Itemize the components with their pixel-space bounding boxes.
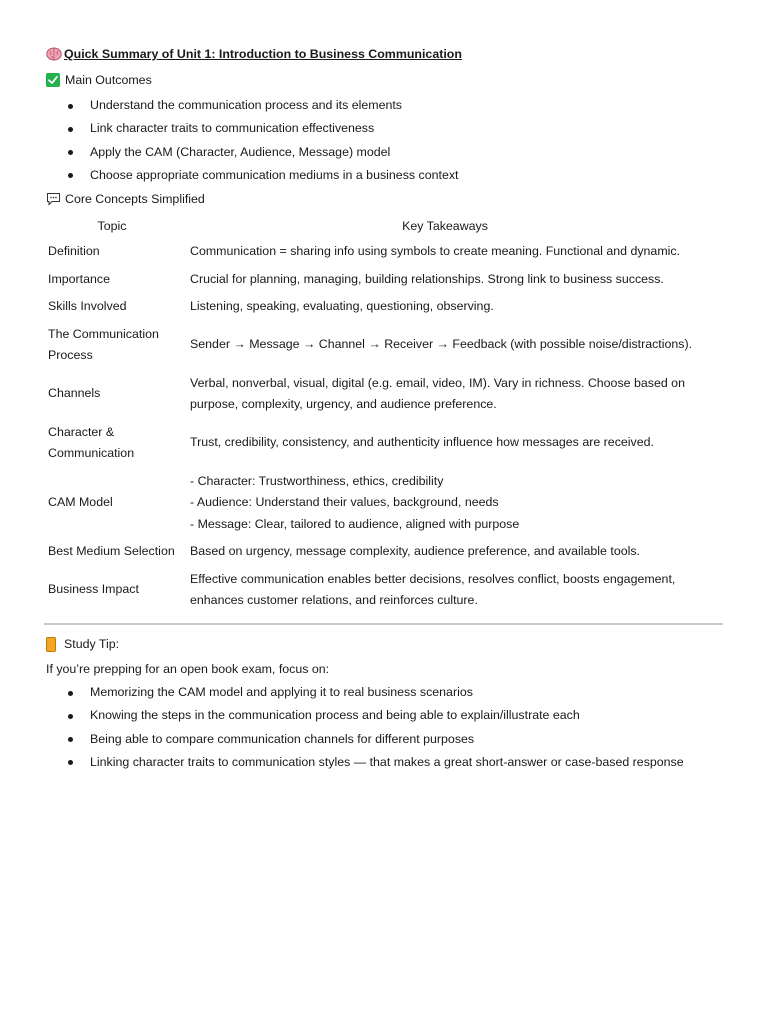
takeaway-line: - Character: Trustworthiness, ethics, credibility	[190, 473, 444, 488]
topic-cell: CAM Model	[48, 495, 113, 509]
table-row	[44, 238, 704, 266]
topic-cell: Business Impact	[48, 582, 139, 597]
takeaway-cell	[186, 538, 704, 566]
concepts-heading: Core Concepts Simplified	[65, 192, 205, 206]
topic-cell: Best Medium Selection	[48, 544, 175, 558]
table-row	[44, 566, 704, 615]
study-tip-heading: Study Tip:	[64, 637, 120, 651]
study-tip-item: Memorizing the CAM model and applying it to real business scenarios	[0, 681, 684, 704]
outcome-item: Link character traits to communication effectiveness	[0, 117, 458, 140]
concepts-heading-row	[46, 192, 205, 206]
outcome-item: Choose appropriate communication mediums in a business context	[0, 164, 458, 187]
takeaway-line: Based on urgency, message complexity, audience preference, and available tools.	[190, 544, 641, 558]
table-header-row	[44, 214, 704, 238]
study-tip-item: Being able to compare communication channels for different purposes	[0, 728, 684, 751]
study-tip-item: Knowing the steps in the communication process and being able to explain/illustrate each	[0, 704, 684, 727]
table-row	[44, 266, 704, 294]
study-tip-item: Linking character traits to communication styles — that makes a great short-answer or case-based response	[0, 751, 684, 774]
takeaway-cell	[186, 370, 704, 419]
table-row	[44, 293, 704, 321]
takeaway-line: - Message: Clear, tailored to audience, aligned with purpose	[190, 516, 520, 531]
brain-icon	[46, 47, 60, 61]
table-row	[44, 419, 704, 468]
column-header-topic: Topic	[97, 219, 127, 233]
bookmark-icon	[46, 637, 60, 651]
outcomes-heading-row	[46, 73, 152, 87]
outcome-item: Understand the communication process and its elements	[0, 94, 458, 117]
table-row	[44, 321, 704, 370]
topic-cell: Importance	[48, 271, 110, 286]
takeaway-line: - Audience: Understand their values, background, needs	[190, 495, 499, 509]
table-body	[44, 238, 704, 615]
takeaway-line: Verbal, nonverbal, visual, digital (e.g. email, video, IM). Vary in richness. Choose based on purpose, complexity, urgency, and audience preference.	[190, 375, 685, 411]
column-header-takeaways: Key Takeaways	[402, 219, 488, 233]
title-row	[46, 47, 462, 61]
topic-cell: Definition	[48, 244, 100, 258]
topic-cell: The Communication Process	[48, 326, 159, 362]
topic-cell: Character & Communication	[48, 424, 135, 460]
takeaway-cell	[186, 419, 704, 468]
takeaway-cell	[186, 266, 704, 294]
speech-bubble-icon	[46, 192, 60, 206]
takeaway-cell	[186, 238, 704, 266]
takeaway-line: Effective communication enables better decisions, resolves conflict, boosts engagement, enhances customer relations, and reinforces culture.	[190, 571, 676, 607]
concepts-table	[44, 214, 704, 615]
outcomes-heading: Main Outcomes	[65, 73, 152, 87]
table-row	[44, 538, 704, 566]
study-tip-intro: If you’re prepping for an open book exam, focus on:	[46, 662, 330, 676]
takeaway-cell	[186, 468, 704, 539]
study-tip-heading-row	[46, 637, 119, 651]
takeaway-cell	[186, 293, 704, 321]
page-title: Quick Summary of Unit 1: Introduction to Business Communication	[64, 47, 462, 61]
check-mark-icon	[46, 73, 60, 87]
table-row	[44, 468, 704, 539]
takeaway-line: Communication = sharing info using symbols to create meaning. Functional and dynamic.	[190, 244, 681, 258]
takeaway-line: Trust, credibility, consistency, and authenticity influence how messages are received.	[190, 435, 654, 450]
outcomes-list	[0, 94, 458, 187]
outcome-item: Apply the CAM (Character, Audience, Message) model	[0, 141, 458, 164]
takeaway-cell	[186, 321, 704, 370]
section-divider	[44, 623, 723, 625]
takeaway-cell	[186, 566, 704, 615]
topic-cell: Skills Involved	[48, 299, 127, 313]
table-row	[44, 370, 704, 419]
takeaway-line: Sender → Message → Channel → Receiver → Feedback (with possible noise/distractions).	[190, 337, 693, 352]
takeaway-line: Crucial for planning, managing, building relationships. Strong link to business success.	[190, 271, 664, 286]
takeaway-line: Listening, speaking, evaluating, questioning, observing.	[190, 299, 494, 313]
study-tip-list	[0, 681, 684, 774]
topic-cell: Channels	[48, 386, 101, 401]
